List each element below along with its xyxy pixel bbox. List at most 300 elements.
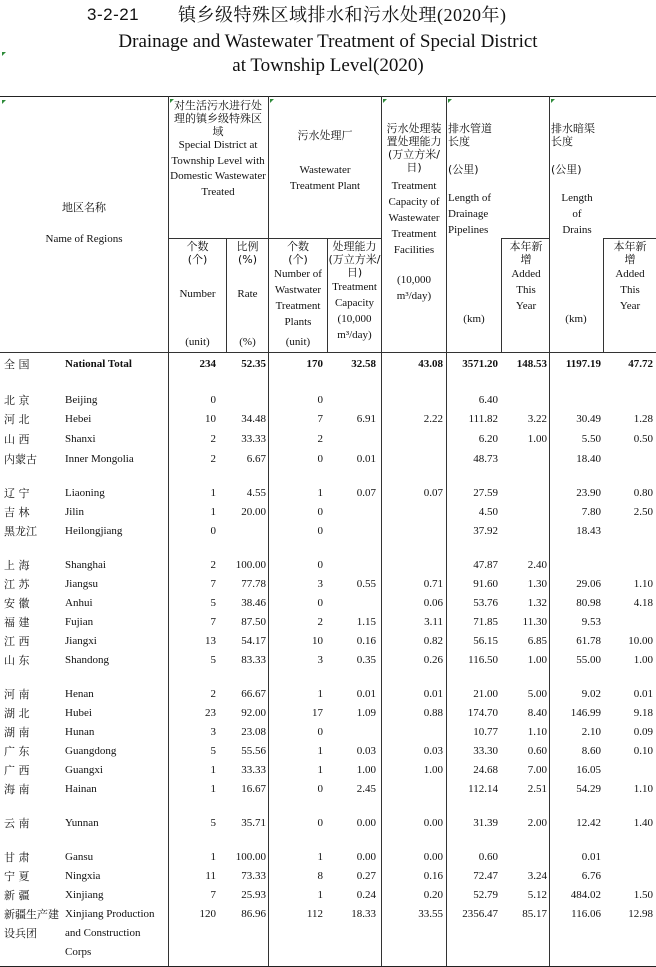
table-cell: 16.05 (576, 764, 601, 776)
table-cell: 0.06 (423, 597, 443, 609)
table-cell: 1.40 (633, 817, 653, 829)
table-cell: 1.10 (527, 726, 547, 738)
table-cell: 234 (199, 358, 216, 370)
table-cell: 56.15 (473, 635, 498, 647)
region-header-en: Name of Regions (45, 233, 123, 245)
table-row (0, 594, 656, 613)
region-name-en: Heilongjiang (65, 525, 123, 537)
table-cell: 2.50 (633, 506, 653, 518)
table-cell: 53.76 (473, 597, 498, 609)
table-cell: 83.33 (241, 654, 266, 666)
table-cell: 0.82 (423, 635, 443, 647)
table-row (0, 613, 656, 632)
cell-marker (383, 99, 387, 103)
table-cell: 1.30 (527, 578, 547, 590)
table-cell: 32.58 (351, 358, 376, 370)
table-cell: 18.33 (351, 908, 376, 920)
table-cell: 24.68 (473, 764, 498, 776)
table-cell: 10 (312, 635, 323, 647)
region-name-cn: 辽 宁 (4, 487, 30, 500)
table-cell: 1 (210, 764, 216, 776)
region-name-en: Hunan (65, 726, 95, 738)
cell-marker (2, 52, 6, 56)
group5-header (551, 122, 603, 238)
table-cell: 10 (205, 413, 216, 425)
table-cell: 18.43 (576, 525, 601, 537)
table-cell: 52.79 (473, 889, 498, 901)
region-name-en: Liaoning (65, 487, 105, 499)
table-cell: 77.78 (241, 578, 266, 590)
table-cell: 33.55 (418, 908, 443, 920)
table-cell: 6.40 (478, 394, 498, 406)
group2-header (270, 128, 380, 194)
region-header-cn: 地区名称 (62, 201, 106, 214)
table-cell: 48.73 (473, 453, 498, 465)
table-cell: 0.88 (423, 707, 443, 719)
region-name-cn: 新 疆 (4, 889, 30, 902)
table-cell: 10.00 (628, 635, 653, 647)
table-cell: 1.15 (356, 616, 376, 628)
table-cell: 80.98 (576, 597, 601, 609)
table-row (0, 522, 656, 541)
table-number: 3-2-21 (87, 5, 140, 24)
table-cell: 0.60 (478, 851, 498, 863)
table-row (0, 391, 656, 410)
table-cell: 2 (317, 616, 323, 628)
table-cell: 0.03 (356, 745, 376, 757)
region-name-cn: 广 东 (4, 745, 30, 758)
table-cell: 33.33 (241, 764, 266, 776)
table-cell: 54.29 (576, 783, 601, 795)
table-title-en-line2: at Township Level(2020) (232, 55, 424, 76)
region-name-en: Xinjiang Production and Construction Corps (65, 908, 155, 958)
table-row (0, 556, 656, 575)
cell-marker (170, 99, 174, 103)
cell-marker (2, 100, 6, 104)
group3-header-en: Treatment Capacity of Wastewater Treatment Facilities (388, 180, 440, 256)
table-cell: 0.16 (356, 635, 376, 647)
region-name-en: Jilin (65, 506, 84, 518)
table-cell: 47.72 (628, 358, 653, 370)
region-name-en: Shanxi (65, 433, 96, 445)
table-cell: 0 (317, 394, 323, 406)
table-cell: 7 (210, 889, 216, 901)
table-cell: 2 (210, 559, 216, 571)
table-cell: 116.50 (468, 654, 498, 666)
table-cell: 91.60 (473, 578, 498, 590)
table-cell: 66.67 (241, 688, 266, 700)
col-divider (501, 238, 502, 352)
table-cell: 3.11 (424, 616, 443, 628)
table-cell: 0.80 (633, 487, 653, 499)
table-cell: 43.08 (418, 358, 443, 370)
region-name-cn: 宁 夏 (4, 870, 30, 883)
g1-number-header (169, 240, 226, 302)
table-row (0, 651, 656, 670)
table-cell: 9.18 (633, 707, 653, 719)
table-cell: 8.60 (581, 745, 601, 757)
table-cell: 0.20 (423, 889, 443, 901)
table-cell: 1 (317, 487, 323, 499)
table-cell: 170 (306, 358, 323, 370)
table-row (0, 503, 656, 522)
table-cell: 16.67 (241, 783, 266, 795)
table-cell: 1.00 (633, 654, 653, 666)
table-cell: 2.10 (581, 726, 601, 738)
table-cell: 2.40 (527, 559, 547, 571)
table-cell: 34.48 (241, 413, 266, 425)
g1-rate-en: Rate (237, 288, 258, 300)
g2-number-header (269, 240, 327, 330)
table-cell: 35.71 (241, 817, 266, 829)
table-cell: 12.98 (628, 908, 653, 920)
table-cell: 21.00 (473, 688, 498, 700)
table-cell: 33.30 (473, 745, 498, 757)
table-cell: 92.00 (241, 707, 266, 719)
region-name-en: Guangxi (65, 764, 103, 776)
group2-header-cn: 污水处理厂 (297, 129, 353, 142)
table-cell: 1.10 (633, 783, 653, 795)
table-cell: 1 (317, 851, 323, 863)
table-cell: 0.00 (356, 817, 376, 829)
table-cell: 23.08 (241, 726, 266, 738)
region-name-cn: 安 徽 (4, 597, 30, 610)
table-cell: 6.20 (478, 433, 498, 445)
table-cell: 1 (210, 851, 216, 863)
region-name-en: Fujian (65, 616, 94, 628)
table-cell: 1 (317, 745, 323, 757)
group2-header-en: Wastewater Treatment Plant (289, 164, 361, 192)
table-row (0, 575, 656, 594)
table-cell: 1.09 (356, 707, 376, 719)
table-cell: 0.71 (423, 578, 443, 590)
group4-added-cn: 本年新增 (509, 240, 543, 266)
table-row (0, 723, 656, 742)
table-cell: 7 (210, 578, 216, 590)
table-cell: 111.82 (468, 413, 498, 425)
region-name-cn: 山 东 (4, 654, 30, 667)
table-cell: 0.16 (423, 870, 443, 882)
region-name-en: Jiangsu (65, 578, 98, 590)
table-cell: 120 (199, 908, 216, 920)
table-cell: 61.78 (576, 635, 601, 647)
group5-header-unit-cn: (公里) (551, 163, 582, 176)
group5-header-en: Length of Drains (561, 192, 593, 236)
table-cell: 2 (210, 433, 216, 445)
table-row (0, 905, 656, 958)
table-cell: 3 (317, 654, 323, 666)
table-row (0, 886, 656, 905)
region-name-en: Hubei (65, 707, 92, 719)
table-row (0, 355, 656, 374)
table-cell: 2.51 (527, 783, 547, 795)
table-row (0, 484, 656, 503)
table-cell: 1.28 (633, 413, 653, 425)
table-cell: 0.00 (423, 851, 443, 863)
table-cell: 33.33 (241, 433, 266, 445)
table-cell: 484.02 (570, 889, 601, 901)
table-cell: 0 (210, 394, 216, 406)
table-cell: 0 (317, 817, 323, 829)
table-cell: 0 (317, 525, 323, 537)
table-cell: 38.46 (241, 597, 266, 609)
region-name-en: Hainan (65, 783, 97, 795)
region-name-en: Jiangxi (65, 635, 97, 647)
table-title-cn-text: 镇乡级特殊区域排水和污水处理(2020年) (178, 5, 507, 25)
table-cell: 23.90 (576, 487, 601, 499)
region-name-en: National Total (65, 358, 132, 370)
table-cell: 55.56 (241, 745, 266, 757)
table-cell: 1 (210, 506, 216, 518)
cell-marker (270, 99, 274, 103)
table-row (0, 848, 656, 867)
table-cell: 11 (205, 870, 216, 882)
table-cell: 0.07 (423, 487, 443, 499)
region-name-cn: 湖 北 (4, 707, 30, 720)
table-cell: 71.85 (473, 616, 498, 628)
table-cell: 0.35 (356, 654, 376, 666)
table-cell: 8 (317, 870, 323, 882)
group5-header-cn: 排水暗渠长度 (551, 122, 595, 148)
table-cell: 1 (317, 764, 323, 776)
table-cell: 5.50 (581, 433, 601, 445)
table-cell: 52.35 (241, 358, 266, 370)
table-cell: 6.67 (246, 453, 266, 465)
table-cell: 7.80 (581, 506, 601, 518)
col-divider (603, 238, 604, 352)
table-cell: 54.17 (241, 635, 266, 647)
table-cell: 2 (210, 453, 216, 465)
group3-header-unit: (10,000 m³/day) (396, 274, 432, 302)
region-name-cn: 湖 南 (4, 726, 30, 739)
region-name-cn: 福 建 (4, 616, 30, 629)
table-cell: 25.93 (241, 889, 266, 901)
table-cell: 174.70 (467, 707, 498, 719)
table-row (0, 814, 656, 833)
table-cell: 3.22 (527, 413, 547, 425)
table-cell: 0.09 (633, 726, 653, 738)
region-name-cn: 广 西 (4, 764, 30, 777)
table-cell: 0 (317, 559, 323, 571)
table-cell: 6.76 (581, 870, 601, 882)
region-name-cn: 内蒙古 (4, 453, 37, 466)
region-name-en: Ningxia (65, 870, 101, 882)
g1-rate-cn: 比例(%) (236, 240, 259, 266)
header-subdivider (603, 238, 656, 239)
table-row (0, 632, 656, 651)
table-cell: 5 (210, 597, 216, 609)
g2-number-en: Number of Wastwater Treatment Plants (274, 268, 322, 328)
region-name-cn: 云 南 (4, 817, 30, 830)
g2-capacity-en: Treatment Capacity (10,000 m³/day) (332, 281, 377, 341)
region-name-cn: 河 北 (4, 413, 30, 426)
group5-added-cn: 本年新增 (613, 240, 647, 266)
region-name-en: Shanghai (65, 559, 106, 571)
table-cell: 20.00 (241, 506, 266, 518)
region-name-en: Anhui (65, 597, 93, 609)
group4-added-en: Added This Year (511, 268, 541, 312)
table-cell: 6.85 (527, 635, 547, 647)
table-cell: 1 (210, 487, 216, 499)
table-cell: 0.27 (356, 870, 376, 882)
table-cell: 0.60 (527, 745, 547, 757)
g1-number-unit: (unit) (185, 336, 210, 348)
region-name-cn: 吉 林 (4, 506, 30, 519)
region-name-en: Shandong (65, 654, 109, 666)
group4-header (448, 122, 500, 238)
region-name-cn: 江 西 (4, 635, 30, 648)
region-name-cn: 海 南 (4, 783, 30, 796)
table-cell: 7 (317, 413, 323, 425)
table-cell: 11.30 (522, 616, 547, 628)
table-cell: 1.00 (423, 764, 443, 776)
table-cell: 0.01 (356, 453, 376, 465)
table-cell: 85.17 (522, 908, 547, 920)
table-cell: 2 (317, 433, 323, 445)
table-cell: 1 (210, 783, 216, 795)
table-cell: 18.40 (576, 453, 601, 465)
table-cell: 0.07 (356, 487, 376, 499)
table-cell: 17 (312, 707, 323, 719)
table-cell: 7 (210, 616, 216, 628)
table-cell: 47.87 (473, 559, 498, 571)
table-cell: 73.33 (241, 870, 266, 882)
group1-header-cn: 对生活污水进行处理的镇乡级特殊区域 (174, 99, 262, 138)
region-name-en: Xinjiang (65, 889, 104, 901)
table-cell: 0.01 (633, 688, 653, 700)
table-cell: 0.00 (423, 817, 443, 829)
region-name-cn: 全 国 (4, 358, 30, 371)
region-name-en: Hebei (65, 413, 92, 425)
table-cell: 2.45 (356, 783, 376, 795)
region-name-cn: 黑龙江 (4, 525, 37, 538)
header-subdivider (501, 238, 549, 239)
table-cell: 1 (317, 688, 323, 700)
table-row (0, 761, 656, 780)
group4-header-en: Length of Drainage Pipelines (448, 192, 492, 236)
table-cell: 0 (317, 597, 323, 609)
table-cell: 112.14 (468, 783, 498, 795)
table-cell: 1 (317, 889, 323, 901)
table-cell: 23 (205, 707, 216, 719)
region-name-cn: 上 海 (4, 559, 30, 572)
table-cell: 2.00 (527, 817, 547, 829)
table-cell: 1.00 (356, 764, 376, 776)
table-cell: 5 (210, 817, 216, 829)
group4-unit: (km) (463, 313, 485, 325)
table-cell: 1.10 (633, 578, 653, 590)
table-cell: 87.50 (241, 616, 266, 628)
header-bottom-line (0, 352, 656, 353)
table-cell: 0.00 (356, 851, 376, 863)
table-cell: 2 (210, 688, 216, 700)
cell-marker (551, 99, 555, 103)
table-cell: 1.00 (527, 433, 547, 445)
region-name-en: Guangdong (65, 745, 117, 757)
group1-header (170, 99, 266, 200)
group4-header-unit-cn: (公里) (448, 163, 479, 176)
g2-number-unit: (unit) (285, 336, 311, 348)
table-cell: 0.01 (423, 688, 443, 700)
table-row (0, 780, 656, 799)
table-cell: 55.00 (576, 654, 601, 666)
g1-number-en: Number (179, 288, 216, 300)
region-name-en: Yunnan (65, 817, 99, 829)
group4-added-header (503, 240, 549, 314)
g2-number-cn: 个数(个) (287, 240, 309, 266)
table-cell: 2.22 (423, 413, 443, 425)
table-cell: 0 (317, 453, 323, 465)
region-name-en: Beijing (65, 394, 98, 406)
table-row (0, 867, 656, 886)
table-row (0, 430, 656, 449)
table-cell: 0.01 (581, 851, 601, 863)
table-cell: 1197.19 (565, 358, 601, 370)
g1-rate-header (227, 240, 268, 302)
table-cell: 3571.20 (462, 358, 498, 370)
region-name-en: Inner Mongolia (65, 453, 134, 465)
table-cell: 0.50 (633, 433, 653, 445)
table-cell: 8.40 (527, 707, 547, 719)
table-cell: 13 (205, 635, 216, 647)
table-cell: 1.50 (633, 889, 653, 901)
table-cell: 4.50 (478, 506, 498, 518)
group5-added-en: Added This Year (615, 268, 645, 312)
g2-capacity-header (328, 240, 381, 343)
table-cell: 3.24 (527, 870, 547, 882)
table-title-en-line1: Drainage and Wastewater Treatment of Special District (118, 31, 538, 52)
g1-rate-unit: (%) (239, 336, 256, 348)
region-name-cn: 山 西 (4, 433, 30, 446)
g2-capacity-cn: 处理能力(万立方米/日) (328, 240, 381, 279)
table-cell: 2356.47 (462, 908, 498, 920)
table-cell: 27.59 (473, 487, 498, 499)
table-cell: 0.24 (356, 889, 376, 901)
table-cell: 1.32 (527, 597, 547, 609)
table-cell: 31.39 (473, 817, 498, 829)
group3-header-cn: 污水处理装置处理能力(万立方米/日) (386, 122, 442, 174)
header-subdivider (168, 238, 381, 239)
region-name-en: Henan (65, 688, 94, 700)
table-top-border (0, 96, 656, 97)
group4-header-cn: 排水管道长度 (448, 122, 492, 148)
table-cell: 100.00 (235, 559, 266, 571)
table-cell: 146.99 (570, 707, 601, 719)
cell-marker (448, 99, 452, 103)
table-cell: 86.96 (241, 908, 266, 920)
table-cell: 4.18 (633, 597, 653, 609)
table-cell: 100.00 (235, 851, 266, 863)
table-cell: 30.49 (576, 413, 601, 425)
table-cell: 4.55 (246, 487, 266, 499)
group5-added-header (605, 240, 655, 314)
table-cell: 29.06 (576, 578, 601, 590)
table-cell: 37.92 (473, 525, 498, 537)
table-row (0, 410, 656, 429)
table-cell: 3 (210, 726, 216, 738)
table-cell: 0.10 (633, 745, 653, 757)
table-row (0, 704, 656, 723)
table-cell: 5.00 (527, 688, 547, 700)
table-cell: 0 (317, 506, 323, 518)
table-cell: 0.01 (356, 688, 376, 700)
table-cell: 148.53 (516, 358, 547, 370)
table-cell: 0 (210, 525, 216, 537)
region-name-cn: 北 京 (4, 394, 30, 407)
table-cell: 0 (317, 726, 323, 738)
table-cell: 7.00 (527, 764, 547, 776)
table-row (0, 685, 656, 704)
